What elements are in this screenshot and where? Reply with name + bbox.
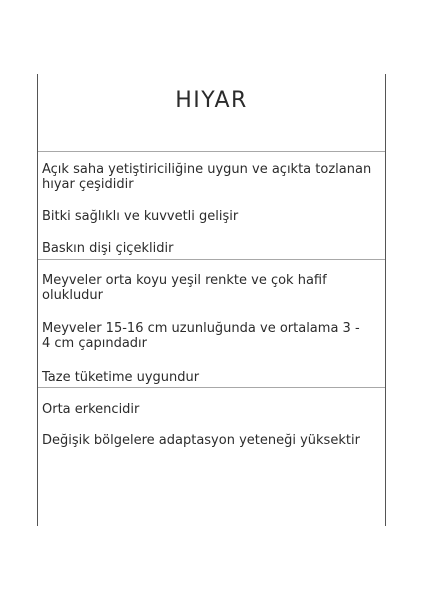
- feature-item: Taze tüketime uygundur: [42, 370, 200, 385]
- feature-item: Değişik bölgelere adaptasyon yeteneği yüksektir: [42, 433, 360, 448]
- section-divider: [38, 387, 385, 388]
- feature-item: Meyveler orta koyu yeşil renkte ve çok hafif olukludur: [42, 273, 327, 303]
- feature-item: Açık saha yetiştiriciliğine uygun ve açıkta tozlanan hıyar çeşididir: [42, 162, 372, 192]
- section-divider: [38, 151, 385, 152]
- feature-item: Orta erkencidir: [42, 402, 140, 417]
- product-sheet: [37, 74, 386, 526]
- feature-item: Baskın dişi çiçeklidir: [42, 241, 174, 256]
- feature-item: Bitki sağlıklı ve kuvvetli gelişir: [42, 209, 239, 224]
- page-title: HIYAR: [175, 88, 248, 113]
- feature-item: Meyveler 15-16 cm uzunluğunda ve ortalama 3 - 4 cm çapındadır: [42, 321, 360, 351]
- section-divider: [38, 259, 385, 260]
